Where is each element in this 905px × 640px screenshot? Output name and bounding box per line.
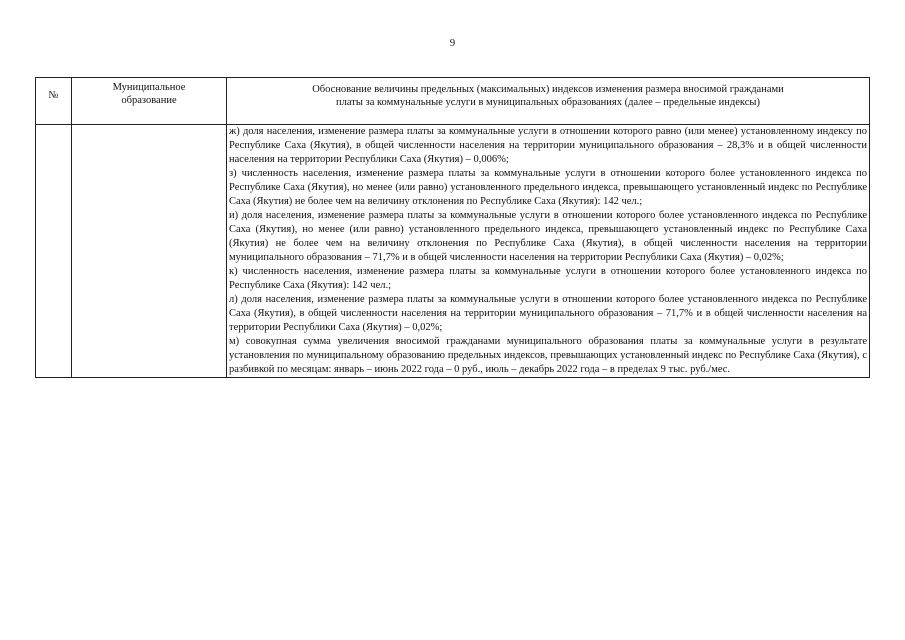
header-municipality bbox=[72, 78, 227, 125]
header-justification-line1: Обоснование величины предельных (максимальных) индексов изменения размера вносимой гражданами bbox=[312, 84, 784, 95]
page-number: 9 bbox=[449, 38, 456, 49]
paragraph-l: л) доля населения, изменение размера платы за коммунальные услуги в отношении которого более установленного индекса по Республике Саха (Якутия), в общей численности населения на территории муниципального образования – 71,7% и в общей численности населения на территории Республики Саха (Якутия) – 0,02%; bbox=[229, 294, 867, 333]
row-justification-cell bbox=[227, 125, 870, 378]
paragraph-zh: ж) доля населения, изменение размера платы за коммунальные услуги в отношении которого равно (или менее) установленному индексу по Республике Саха (Якутия), в общей численности населения на территории муниципального образования – 28,3% и в общей численности населения на территории Республики Саха (Якутия) – 0,006%; bbox=[229, 126, 867, 165]
row-municipality-cell bbox=[72, 125, 227, 378]
paragraph-i: и) доля населения, изменение размера платы за коммунальные услуги в отношении которого более установленного индекса по Республике Саха (Якутия), но менее (или равно) установленного предельного индекса, превышающего установленный индекс по Республике Саха (Якутия) не более чем на величину отклонения по Республике Саха (Якутия), в общей численности населения на территории муниципального образования – 71,7% и в общей численности населения на территории Республики Саха (Якутия) – 0,02%; bbox=[229, 210, 867, 263]
header-municipality-line1: Муниципальное bbox=[112, 82, 186, 93]
header-justification bbox=[227, 78, 870, 125]
table-row bbox=[36, 125, 870, 378]
paragraph-k: к) численность населения, изменение размера платы за коммунальные услуги в отношении которого более установленного индекса по Республике Саха (Якутия): 142 чел.; bbox=[229, 266, 867, 291]
header-number: № bbox=[36, 78, 72, 125]
paragraph-z: з) численность населения, изменение размера платы за коммунальные услуги в отношении которого более установленного индекса по Республике Саха (Якутия), но менее (или равно) установленного предельного индекса, превышающего установленный индекс по Республике Саха (Якутия) не более чем на величину отклонения по Республике Саха (Якутия): 142 чел.; bbox=[229, 168, 867, 207]
row-number-cell bbox=[36, 125, 72, 378]
table-header-row bbox=[36, 78, 870, 125]
justification-table bbox=[35, 77, 870, 378]
paragraph-m: м) совокупная сумма увеличения вносимой гражданами муниципального образования платы за коммунальные услуги в результате установления по муниципальному образованию предельных индексов, превышающих установленный индекс по Республике Саха (Якутия), с разбивкой по месяцам: январь – июнь 2022 года – 0 руб., июль – декабрь 2022 года – в пределах 9 тыс. руб./мес. bbox=[229, 336, 867, 375]
header-municipality-line2: образование bbox=[121, 94, 177, 106]
header-justification-line2: платы за коммунальные услуги в муниципальных образованиях (далее – предельные индексы) bbox=[336, 97, 760, 108]
